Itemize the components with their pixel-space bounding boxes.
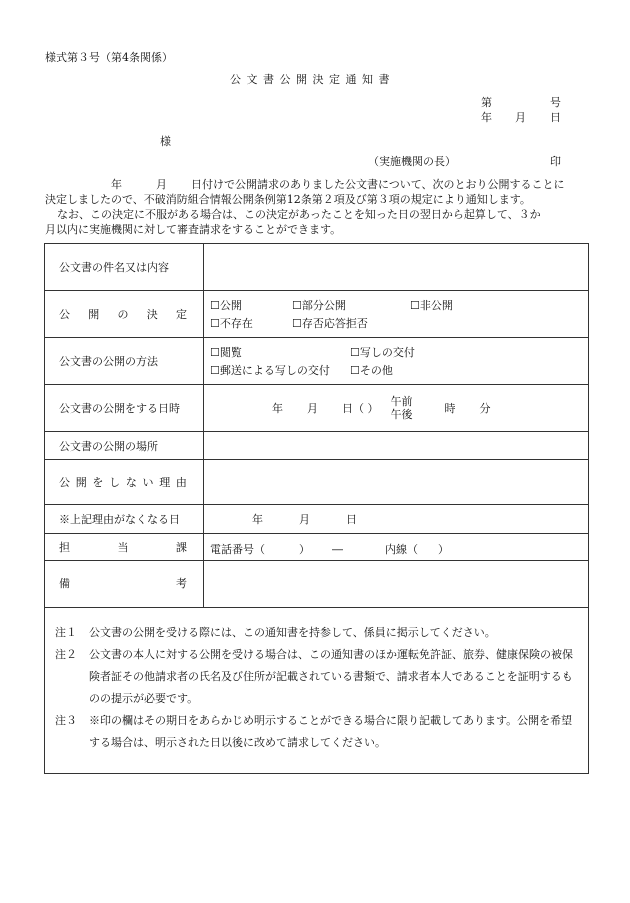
row-notes <box>45 608 589 774</box>
place-label: 公文書の公開の場所 <box>59 439 158 453</box>
intro-line-1: 年 月 日付けで公開請求のありました公文書について、次のとおり公開することに <box>111 178 565 191</box>
decision-form-table <box>44 243 589 774</box>
row-section <box>45 534 589 561</box>
phone-label: 電話番号（ <box>210 543 265 556</box>
intro-line-2: 決定しましたので、不破消防組合情報公開条例第12条第２項及び第３項の規定により通知します。 <box>45 193 531 206</box>
note-2: 注２ 公文書の本人に対する公開を受ける場合は、この通知書のほか運転免許証、旅券、健康保険の被保険者証その他請求者の氏名及び住所が記載されている書類で、請求者本人であることを証明するものの提示が必要です。 <box>55 648 573 705</box>
place-field[interactable] <box>204 432 589 460</box>
method-options <box>210 344 588 378</box>
checkbox-mail-copy[interactable]: ☐郵送による写しの交付 <box>210 364 330 377</box>
extension-label: 内線（ <box>385 543 418 556</box>
remarks-label: 備 考 <box>59 577 187 590</box>
subject-field[interactable] <box>204 244 589 291</box>
phone-field: 電話番号（ ） ― 内線（ ） <box>210 542 449 556</box>
addressee-suffix: 様 <box>160 135 171 148</box>
row-method <box>45 338 589 385</box>
doc-date-year: 年 <box>481 111 492 124</box>
datetime-day: 日（ ） <box>342 402 379 415</box>
decision-label: 公 開 の 決 定 <box>59 308 187 321</box>
checkbox-refuse-existence[interactable]: ☐存否応答拒否 <box>292 317 368 330</box>
document-title: 公 文 書 公 開 決 定 通 知 書 <box>230 73 391 86</box>
datetime-year: 年 <box>272 402 283 415</box>
datetime-label: 公文書の公開をする日時 <box>59 402 180 415</box>
note-1: 注１ 公文書の公開を受ける際には、この通知書を持参して、係員に掲示してください。 <box>55 626 496 639</box>
row-subject <box>45 244 589 291</box>
doc-number-prefix: 第 <box>481 96 492 109</box>
section-label: 担 当 課 <box>59 541 187 554</box>
doc-date-month: 月 <box>515 111 526 124</box>
seal-mark: 印 <box>550 155 561 168</box>
intro-paragraph <box>45 177 590 237</box>
datetime-hour: 時 <box>444 402 456 415</box>
checkbox-copy-delivery[interactable]: ☐写しの交付 <box>350 346 415 359</box>
checkbox-partial-disclose[interactable]: ☐部分公開 <box>292 299 346 312</box>
form-number: 様式第３号（第4条関係） <box>45 51 173 64</box>
row-remarks <box>45 561 589 608</box>
expiry-day: 日 <box>346 513 357 526</box>
row-datetime <box>45 385 589 432</box>
am-pm-choice[interactable]: 午前 午後 <box>390 395 413 421</box>
checkbox-nonexistent[interactable]: ☐不存在 <box>210 317 253 330</box>
checkbox-nondisclose[interactable]: ☐非公開 <box>410 299 453 312</box>
expiry-label: ※上記理由がなくなる日 <box>59 513 180 526</box>
checkbox-other[interactable]: ☐その他 <box>350 364 393 377</box>
reason-label: 公 開 を し な い 理 由 <box>59 476 187 489</box>
remarks-field[interactable] <box>204 561 589 608</box>
issuer-title: （実施機関の長） <box>368 155 456 168</box>
expiry-month: 月 <box>299 513 310 526</box>
subject-label: 公文書の件名又は内容 <box>59 261 169 274</box>
row-expiry <box>45 505 589 534</box>
method-label: 公文書の公開の方法 <box>59 355 158 368</box>
row-reason <box>45 460 589 505</box>
datetime-field <box>210 395 588 421</box>
row-place <box>45 432 589 460</box>
decision-options <box>210 297 588 331</box>
doc-date-day: 日 <box>550 111 561 124</box>
expiry-date-field <box>210 511 588 527</box>
phone-dash: ― <box>332 542 343 556</box>
row-decision <box>45 291 589 338</box>
reason-field[interactable] <box>204 460 589 505</box>
intro-line-3: なお、この決定に不服がある場合は、この決定があったことを知った日の翌日から起算して、３か <box>57 208 541 221</box>
checkbox-inspection[interactable]: ☐閲覧 <box>210 346 242 359</box>
note-3: 注３ ※印の欄はその期日をあらかじめ明示することができる場合に限り記載してあります。公開を希望する場合は、明示された日以後に改めて請求してください。 <box>55 714 573 749</box>
checkbox-disclose[interactable]: ☐公開 <box>210 299 242 312</box>
doc-number-suffix: 号 <box>550 96 561 109</box>
expiry-year: 年 <box>252 513 263 526</box>
intro-line-4: 月以内に実施機関に対して審査請求をすることができます。 <box>45 223 342 236</box>
datetime-minute: 分 <box>479 402 491 415</box>
datetime-month: 月 <box>307 402 318 415</box>
